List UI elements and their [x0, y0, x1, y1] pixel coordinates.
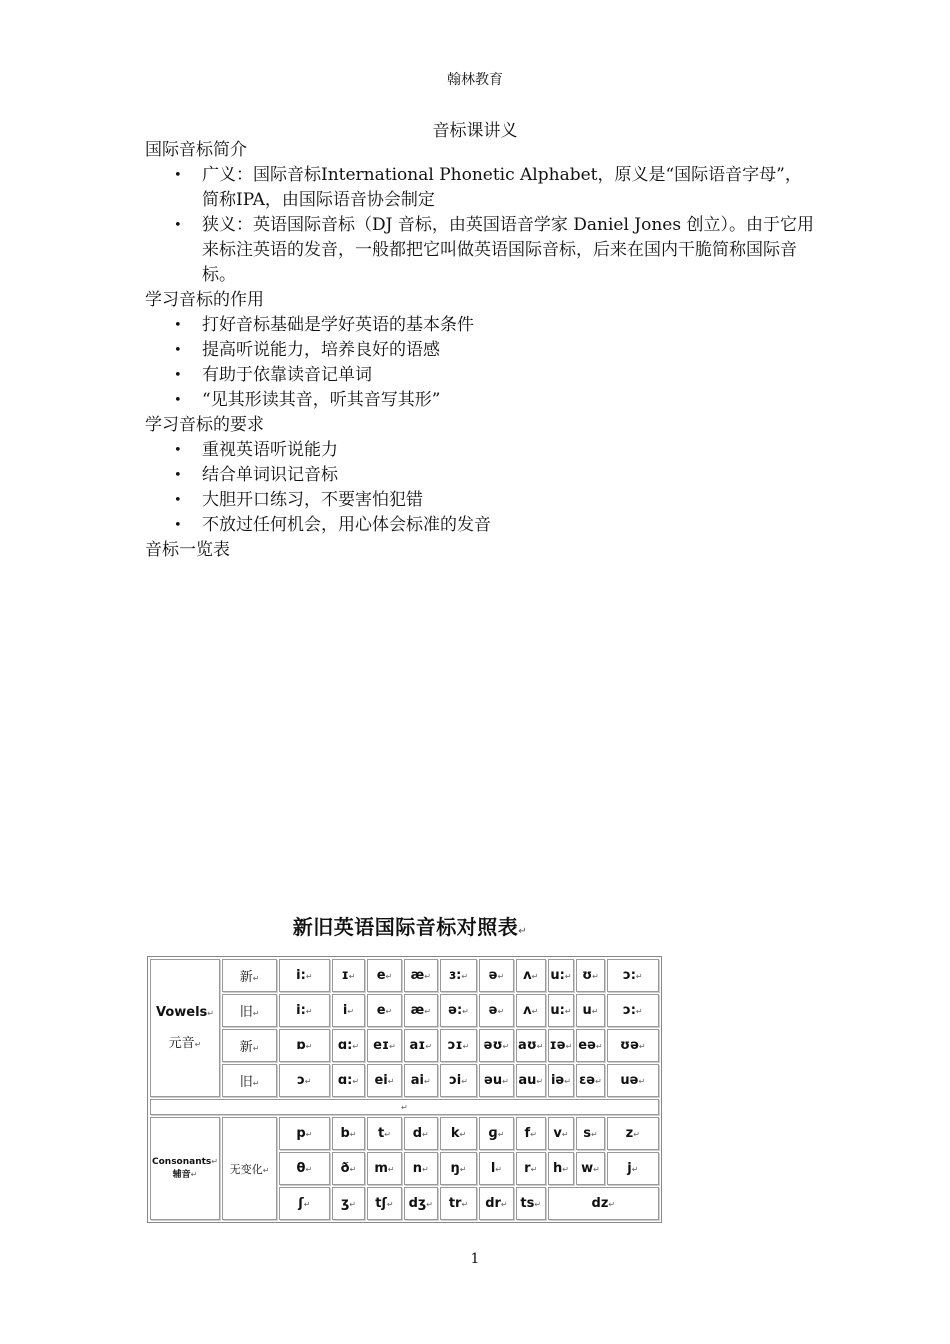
paragraph-mark: ↵: [347, 1007, 355, 1016]
vowel-row: [150, 994, 659, 1027]
ipa-cell: [279, 1117, 329, 1150]
ipa-symbol: ɔi: [449, 1073, 462, 1088]
ipa-symbol: m: [374, 1161, 388, 1176]
ipa-symbol: k: [450, 1126, 460, 1141]
paragraph-mark: ↵: [591, 1007, 599, 1016]
ipa-symbol: au: [518, 1073, 537, 1088]
paragraph-mark: ↵: [425, 1042, 433, 1051]
ipa-symbol: i:: [296, 1003, 306, 1018]
ipa-cell: [440, 1187, 477, 1220]
ipa-cell: [404, 1117, 438, 1150]
paragraph-mark: ↵: [497, 1007, 505, 1016]
ipa-symbol: ɒ: [296, 1038, 306, 1053]
ipa-cell: [607, 1029, 659, 1062]
paragraph-mark: ↵: [502, 1077, 509, 1086]
ipa-symbol: n: [412, 1161, 423, 1176]
ipa-cell: [279, 1187, 329, 1220]
ipa-symbol: f: [524, 1126, 531, 1141]
ipa-symbol: e: [376, 1003, 386, 1018]
ipa-cell: [332, 1117, 366, 1150]
ipa-symbol: ʌ: [523, 1003, 532, 1018]
paragraph-mark: ↵: [305, 1165, 313, 1174]
row-label-cell: [222, 959, 277, 992]
ipa-cell: [548, 1029, 575, 1062]
ipa-symbol: æ: [410, 1003, 425, 1018]
ipa-cell: [440, 1117, 477, 1150]
bullet-list: [145, 313, 815, 413]
paragraph-mark: ↵: [305, 1130, 313, 1139]
document-body: [145, 138, 815, 563]
ipa-cell: [516, 1187, 546, 1220]
ipa-symbol: æ: [410, 968, 425, 983]
paragraph-mark: ↵: [352, 1042, 360, 1051]
ipa-cell: [607, 1152, 659, 1185]
ipa-symbol: ə: [488, 1003, 498, 1018]
ipa-symbol: ɔɪ: [447, 1038, 463, 1053]
paragraph-mark: ↵: [561, 1130, 569, 1139]
ipa-symbol: ɔ:: [623, 968, 636, 983]
ipa-symbol: eɪ: [373, 1038, 390, 1053]
paragraph-mark: ↵: [595, 1077, 602, 1086]
ipa-cell: [367, 1117, 401, 1150]
ipa-cell: [404, 1152, 438, 1185]
paragraph-mark: ↵: [305, 1007, 313, 1016]
vowels-label: [150, 959, 220, 1097]
ipa-symbol: t: [378, 1126, 385, 1141]
paragraph-mark: ↵: [595, 1042, 603, 1051]
list-item: • 重视英语听说能力: [202, 438, 815, 463]
paragraph-mark: ↵: [461, 972, 469, 981]
paragraph-mark: ↵: [304, 1077, 312, 1086]
paragraph-mark: ↵: [305, 1042, 313, 1051]
ipa-symbol: əʊ: [483, 1038, 503, 1053]
paragraph-mark: ↵: [564, 1077, 571, 1086]
paragraph-mark: ↵: [252, 1079, 260, 1088]
paragraph-mark: ↵: [500, 1200, 508, 1209]
ipa-symbol: ɑ:: [337, 1073, 353, 1088]
paragraph-mark: ↵: [562, 1165, 569, 1174]
list-item: • 不放过任何机会，用心体会标准的发音: [202, 513, 815, 538]
list-item: • 狭义：英语国际音标（DJ 音标，由英国语音学家 Daniel Jones 创立）。由于它用来标注英语的发音，一般都把它叫做英语国际音标，后来在国内干脆简称国际音标。: [202, 213, 815, 288]
ipa-symbol: u:: [550, 1003, 565, 1018]
vowel-row: [150, 959, 659, 992]
ipa-symbol: ŋ: [450, 1161, 460, 1176]
ipa-cell: [279, 1029, 329, 1062]
page-number: 1: [470, 1251, 480, 1267]
ipa-cell: [576, 994, 604, 1027]
ipa-symbol: u: [582, 1003, 592, 1018]
paragraph-mark: ↵: [461, 1077, 468, 1086]
paragraph-mark: ↵: [531, 972, 539, 981]
ipa-symbol: dz: [591, 1196, 609, 1211]
ipa-symbol: ɪ: [341, 968, 349, 983]
ipa-symbol: d: [412, 1126, 423, 1141]
ipa-symbol: z: [625, 1126, 634, 1141]
row-label-cell: [222, 1029, 277, 1062]
paragraph-mark: ↵: [349, 1130, 357, 1139]
paragraph-mark: ↵: [536, 1042, 544, 1051]
ipa-cell: [548, 959, 575, 992]
ipa-cell: [332, 1152, 366, 1185]
paragraph-mark: ↵: [564, 1007, 572, 1016]
ipa-symbol: dr: [485, 1196, 501, 1211]
paragraph-mark: ↵: [593, 1165, 600, 1174]
ipa-cell: [440, 959, 477, 992]
ipa-cell: [516, 1152, 546, 1185]
paragraph-mark: ↵: [633, 1130, 640, 1139]
vowel-row: [150, 1029, 659, 1062]
paragraph-mark: ↵: [495, 1165, 502, 1174]
paragraph-mark: ↵: [385, 972, 393, 981]
paragraph-mark: ↵: [352, 1077, 360, 1086]
ipa-symbol: ai: [410, 1073, 424, 1088]
paragraph-mark: ↵: [638, 1042, 646, 1051]
ipa-symbol: ʃ: [298, 1196, 304, 1211]
ipa-symbol: ɪə: [549, 1038, 566, 1053]
paragraph-mark: ↵: [424, 1007, 431, 1016]
list-item: • 大胆开口练习，不要害怕犯错: [202, 488, 815, 513]
ipa-symbol: ʒ: [340, 1196, 350, 1211]
ipa-cell: [576, 1029, 604, 1062]
paragraph-mark: ↵: [534, 1200, 542, 1209]
ipa-cell: [607, 959, 659, 992]
consonant-row: [150, 1117, 659, 1150]
ipa-symbol: uə: [620, 1073, 639, 1088]
paragraph-mark: ↵: [590, 1130, 598, 1139]
ipa-table: [147, 956, 662, 1223]
ipa-cell: [440, 1064, 477, 1097]
ipa-cell: [479, 1117, 514, 1150]
paragraph-mark: ↵: [461, 1200, 469, 1209]
paragraph-mark: ↵: [194, 1040, 202, 1049]
ipa-cell: [548, 1117, 575, 1150]
ipa-symbol: l: [490, 1161, 496, 1176]
paragraph-mark: ↵: [252, 1009, 260, 1018]
ipa-symbol: tʃ: [375, 1196, 387, 1211]
ipa-cell: [367, 1187, 401, 1220]
ipa-symbol: ɔ: [297, 1073, 305, 1088]
paragraph-mark: ↵: [424, 1077, 431, 1086]
ipa-symbol: iə: [550, 1073, 565, 1088]
ipa-cell: [440, 994, 477, 1027]
ipa-cell: [404, 959, 438, 992]
ipa-cell: [548, 1152, 575, 1185]
unchanged-label-cell: [222, 1117, 277, 1220]
paragraph-mark: ↵: [305, 972, 313, 981]
paragraph-mark: ↵: [459, 1165, 467, 1174]
list-item: • 打好音标基础是学好英语的基本条件: [202, 313, 815, 338]
ipa-cell: [279, 994, 329, 1027]
ipa-symbol: ʊ: [582, 968, 593, 983]
ipa-cell: [440, 1029, 477, 1062]
paragraph-mark: ↵: [462, 1007, 469, 1016]
paragraph-mark: ↵: [530, 1165, 538, 1174]
paragraph-mark: ↵: [384, 1130, 391, 1139]
section-requirements: [145, 413, 815, 538]
paragraph-mark: ↵: [426, 1200, 433, 1209]
ipa-symbol: ɛə: [579, 1073, 596, 1088]
paragraph-mark: ↵: [635, 1007, 643, 1016]
document-title: 音标课讲义: [432, 121, 518, 141]
section-heading: 国际音标简介: [145, 140, 247, 160]
paragraph-mark: ↵: [386, 1200, 394, 1209]
ipa-cell: [607, 1064, 659, 1097]
section-heading: 音标一览表: [145, 540, 230, 560]
ipa-symbol: tr: [448, 1196, 462, 1211]
ipa-cell: [576, 1152, 604, 1185]
ipa-symbol: ʌ: [523, 968, 532, 983]
row-label: 新: [239, 970, 253, 985]
paragraph-mark: ↵: [497, 1130, 505, 1139]
ipa-cell: [332, 1064, 366, 1097]
ipa-cell: [367, 994, 401, 1027]
ipa-cell: [332, 994, 366, 1027]
section-overview: [145, 538, 815, 563]
separator-cell: [150, 1099, 659, 1115]
ipa-cell: [516, 994, 546, 1027]
ipa-symbol: v: [553, 1126, 562, 1141]
paragraph-mark: ↵: [348, 972, 356, 981]
ipa-cell: [479, 1187, 514, 1220]
ipa-cell: [279, 1152, 329, 1185]
consonants-label-zh: 辅音: [172, 1170, 191, 1180]
ipa-symbol: p: [296, 1126, 306, 1141]
paragraph-mark: ↵: [389, 1042, 396, 1051]
ipa-cell: [404, 1064, 438, 1097]
ipa-symbol: ɔ:: [623, 1003, 636, 1018]
ipa-table-title-text: 新旧英语国际音标对照表: [292, 915, 519, 939]
ipa-cell: [548, 1187, 659, 1220]
separator-row: [150, 1099, 659, 1115]
paragraph-mark: ↵: [424, 972, 431, 981]
paragraph-mark: ↵: [592, 972, 599, 981]
paragraph-mark: ↵: [385, 1007, 393, 1016]
ipa-cell: [548, 994, 575, 1027]
paragraph-mark: ↵: [211, 1157, 218, 1166]
ipa-cell: [332, 1187, 366, 1220]
section-heading: 学习音标的作用: [145, 290, 264, 310]
consonants-label-en: Consonants: [152, 1157, 212, 1167]
ipa-cell: [367, 1064, 401, 1097]
ipa-table-container: [147, 956, 662, 1223]
paragraph-mark: ↵: [564, 972, 572, 981]
ipa-cell: [479, 994, 514, 1027]
ipa-table-title: [0, 911, 820, 940]
ipa-symbol: dʒ: [408, 1196, 427, 1211]
ipa-cell: [279, 959, 329, 992]
section-heading: 学习音标的要求: [145, 415, 264, 435]
paragraph-mark: ↵: [631, 1165, 639, 1174]
ipa-symbol: b: [340, 1126, 350, 1141]
ipa-symbol: s: [583, 1126, 591, 1141]
bullet-list: [145, 438, 815, 538]
vowels-label-en: Vowels: [155, 1005, 208, 1020]
paragraph-mark: ↵: [536, 1077, 544, 1086]
list-item: • 结合单词识记音标: [202, 463, 815, 488]
ipa-symbol: ei: [374, 1073, 388, 1088]
ipa-cell: [479, 1152, 514, 1185]
ipa-cell: [367, 1029, 401, 1062]
ipa-cell: [479, 1064, 514, 1097]
paragraph-mark: ↵: [349, 1200, 356, 1209]
ipa-cell: [576, 959, 604, 992]
paragraph-mark: ↵: [190, 1170, 198, 1179]
ipa-cell: [367, 1152, 401, 1185]
ipa-cell: [404, 1187, 438, 1220]
ipa-cell: [279, 1064, 329, 1097]
ipa-symbol: ɡ: [488, 1126, 498, 1141]
paragraph-mark: ↵: [531, 1007, 539, 1016]
ipa-cell: [516, 959, 546, 992]
ipa-symbol: aʊ: [517, 1038, 537, 1053]
ipa-symbol: əu: [484, 1073, 503, 1088]
ipa-cell: [576, 1117, 604, 1150]
ipa-cell: [479, 959, 514, 992]
row-label: 旧: [239, 1005, 253, 1020]
ipa-cell: [607, 1117, 659, 1150]
paragraph-mark: ↵: [530, 1130, 537, 1139]
bullet-list: [145, 163, 815, 288]
section-purpose: [145, 288, 815, 413]
ipa-cell: [404, 1029, 438, 1062]
ipa-symbol: ʊə: [620, 1038, 639, 1053]
ipa-cell: [332, 1029, 366, 1062]
paragraph-mark: ↵: [518, 926, 528, 937]
paragraph-mark: ↵: [497, 972, 505, 981]
row-label: 旧: [239, 1075, 253, 1090]
list-item: • 广义：国际音标International Phonetic Alphabet，原义是“国际语音字母”，简称IPA，由国际语音协会制定: [202, 163, 815, 213]
ipa-cell: [576, 1064, 604, 1097]
row-label-cell: [222, 994, 277, 1027]
list-item: • 有助于依靠读音记单词: [202, 363, 815, 388]
ipa-symbol: θ: [296, 1161, 306, 1176]
list-item: • “见其形读其音，听其音写其形”: [202, 388, 815, 413]
ipa-symbol: ts: [520, 1196, 535, 1211]
ipa-symbol: w: [581, 1161, 594, 1176]
ipa-symbol: i: [342, 1003, 348, 1018]
paragraph-mark: ↵: [635, 972, 643, 981]
ipa-symbol: i:: [296, 968, 306, 983]
ipa-cell: [516, 1029, 546, 1062]
paragraph-mark: ↵: [401, 1102, 408, 1112]
ipa-symbol: ɑ:: [337, 1038, 353, 1053]
ipa-symbol: eə: [578, 1038, 596, 1053]
page-header: 翰林教育: [447, 72, 503, 88]
ipa-symbol: ə:: [448, 1003, 463, 1018]
paragraph-mark: ↵: [387, 1165, 395, 1174]
ipa-symbol: j: [627, 1161, 632, 1176]
consonants-label: [150, 1117, 220, 1220]
unchanged-label: 无变化: [229, 1162, 263, 1176]
paragraph-mark: ↵: [262, 1165, 270, 1175]
paragraph-mark: ↵: [462, 1042, 470, 1051]
row-label: 新: [239, 1040, 253, 1055]
ipa-cell: [607, 994, 659, 1027]
section-intro: [145, 138, 815, 288]
paragraph-mark: ↵: [638, 1077, 646, 1086]
paragraph-mark: ↵: [459, 1130, 467, 1139]
list-item: • 提高听说能力，培养良好的语感: [202, 338, 815, 363]
ipa-cell: [516, 1117, 546, 1150]
ipa-symbol: ə: [488, 968, 498, 983]
ipa-cell: [440, 1152, 477, 1185]
paragraph-mark: ↵: [422, 1165, 429, 1174]
vowel-row: [150, 1064, 659, 1097]
ipa-symbol: aɪ: [409, 1038, 426, 1053]
ipa-cell: [516, 1064, 546, 1097]
ipa-symbol: r: [524, 1161, 531, 1176]
ipa-cell: [332, 959, 366, 992]
paragraph-mark: ↵: [387, 1077, 395, 1086]
ipa-symbol: ɜ:: [449, 968, 462, 983]
ipa-cell: [479, 1029, 514, 1062]
paragraph-mark: ↵: [303, 1200, 311, 1209]
paragraph-mark: ↵: [608, 1200, 616, 1209]
ipa-symbol: e: [376, 968, 386, 983]
paragraph-mark: ↵: [252, 974, 260, 983]
row-label-cell: [222, 1064, 277, 1097]
paragraph-mark: ↵: [565, 1042, 573, 1051]
paragraph-mark: ↵: [207, 1009, 214, 1018]
paragraph-mark: ↵: [422, 1130, 429, 1139]
ipa-cell: [404, 994, 438, 1027]
paragraph-mark: ↵: [252, 1044, 260, 1053]
ipa-symbol: ð: [340, 1161, 350, 1176]
ipa-cell: [367, 959, 401, 992]
vowels-label-zh: 元音: [168, 1036, 195, 1051]
ipa-symbol: h: [552, 1161, 563, 1176]
ipa-cell: [548, 1064, 575, 1097]
paragraph-mark: ↵: [349, 1165, 357, 1174]
paragraph-mark: ↵: [502, 1042, 510, 1051]
ipa-symbol: u:: [550, 968, 565, 983]
